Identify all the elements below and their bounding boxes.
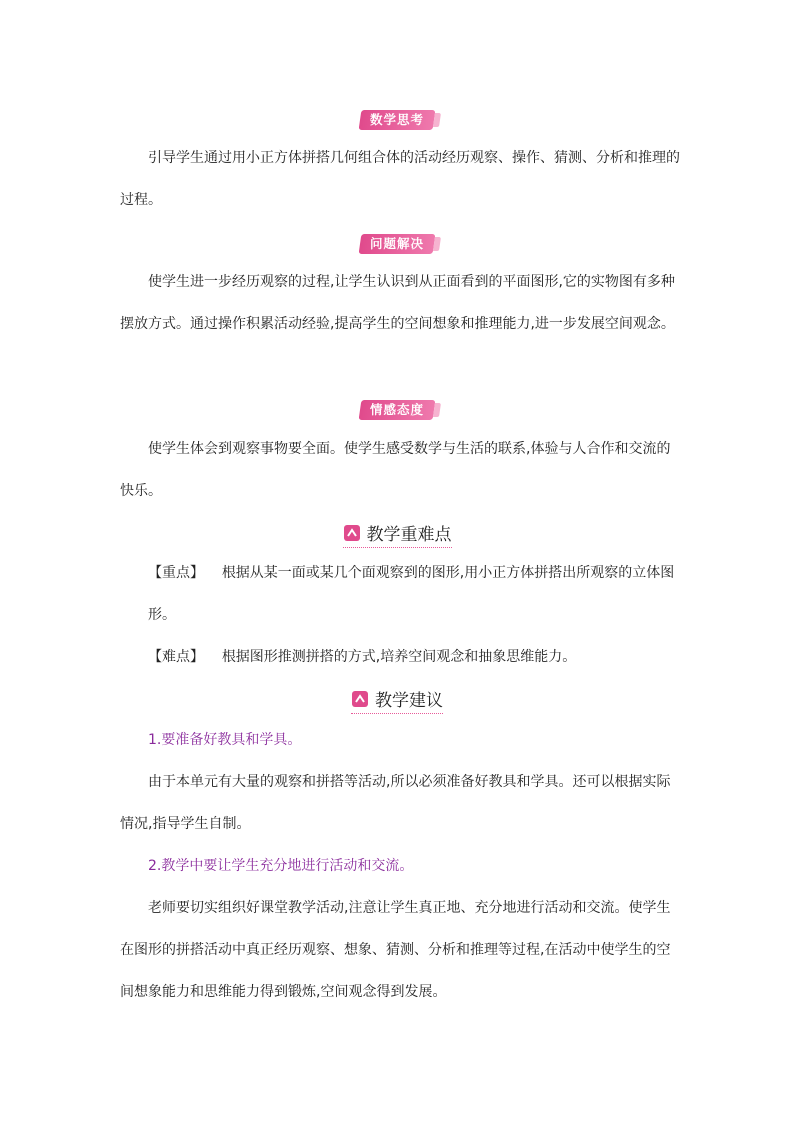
suggestion-1-text: 由于本单元有大量的观察和拼搭等活动,所以必须准备好教具和学具。还可以根据实际情况,指导学生自制。 [120, 774, 671, 832]
difficulty-text: 根据图形推测拼搭的方式,培养空间观念和抽象思维能力。 [221, 649, 577, 665]
suggestions-heading: 教学建议 [351, 686, 443, 714]
difficulty-paragraph [148, 636, 678, 678]
focus-label: 【重点】 [148, 565, 204, 581]
emotion-paragraph: 使学生体会到观察事物要全面。使学生感受数学与生活的联系,体验与人合作和交流的快乐。 [120, 441, 671, 499]
section-tag-emotion-wrap [0, 400, 794, 420]
section-tag-emotion: 情感态度 [359, 400, 436, 420]
key-points-heading: 教学重难点 [343, 520, 452, 548]
difficulty-label: 【难点】 [148, 649, 204, 665]
bookmark-arrow-icon [351, 690, 369, 708]
problem-solving-paragraph: 使学生进一步经历观察的过程,让学生认识到从正面看到的平面图形,它的实物图有多种摆放方式。通过操作积累活动经验,提高学生的空间想象和推理能力,进一步发展空间观念。 [120, 274, 675, 332]
suggestions-heading-wrap [0, 686, 794, 714]
key-points-heading-wrap [0, 520, 794, 548]
section-tag-math-thinking: 数学思考 [359, 110, 436, 130]
section-tag-problem-solving: 问题解决 [359, 234, 436, 254]
focus-text: 根据从某一面或某几个面观察到的图形,用小正方体拼搭出所观察的立体图形。 [148, 565, 675, 623]
suggestion-2-title: 2.教学中要让学生充分地进行活动和交流。 [148, 858, 414, 874]
bookmark-arrow-icon [343, 524, 361, 542]
section-tag-math-thinking-wrap [0, 110, 794, 130]
math-thinking-paragraph: 引导学生通过用小正方体拼搭几何组合体的活动经历观察、操作、猜测、分析和推理的过程。 [120, 150, 680, 208]
focus-paragraph [148, 552, 678, 636]
suggestion-1-title: 1.要准备好教具和学具。 [148, 732, 302, 748]
section-tag-problem-solving-wrap [0, 234, 794, 254]
suggestion-2-text: 老师要切实组织好课堂教学活动,注意让学生真正地、充分地进行活动和交流。使学生在图形的拼搭活动中真正经历观察、想象、猜测、分析和推理等过程,在活动中使学生的空间想象能力和思维能力得到锻炼,空间观念得到发展。 [120, 900, 671, 1000]
